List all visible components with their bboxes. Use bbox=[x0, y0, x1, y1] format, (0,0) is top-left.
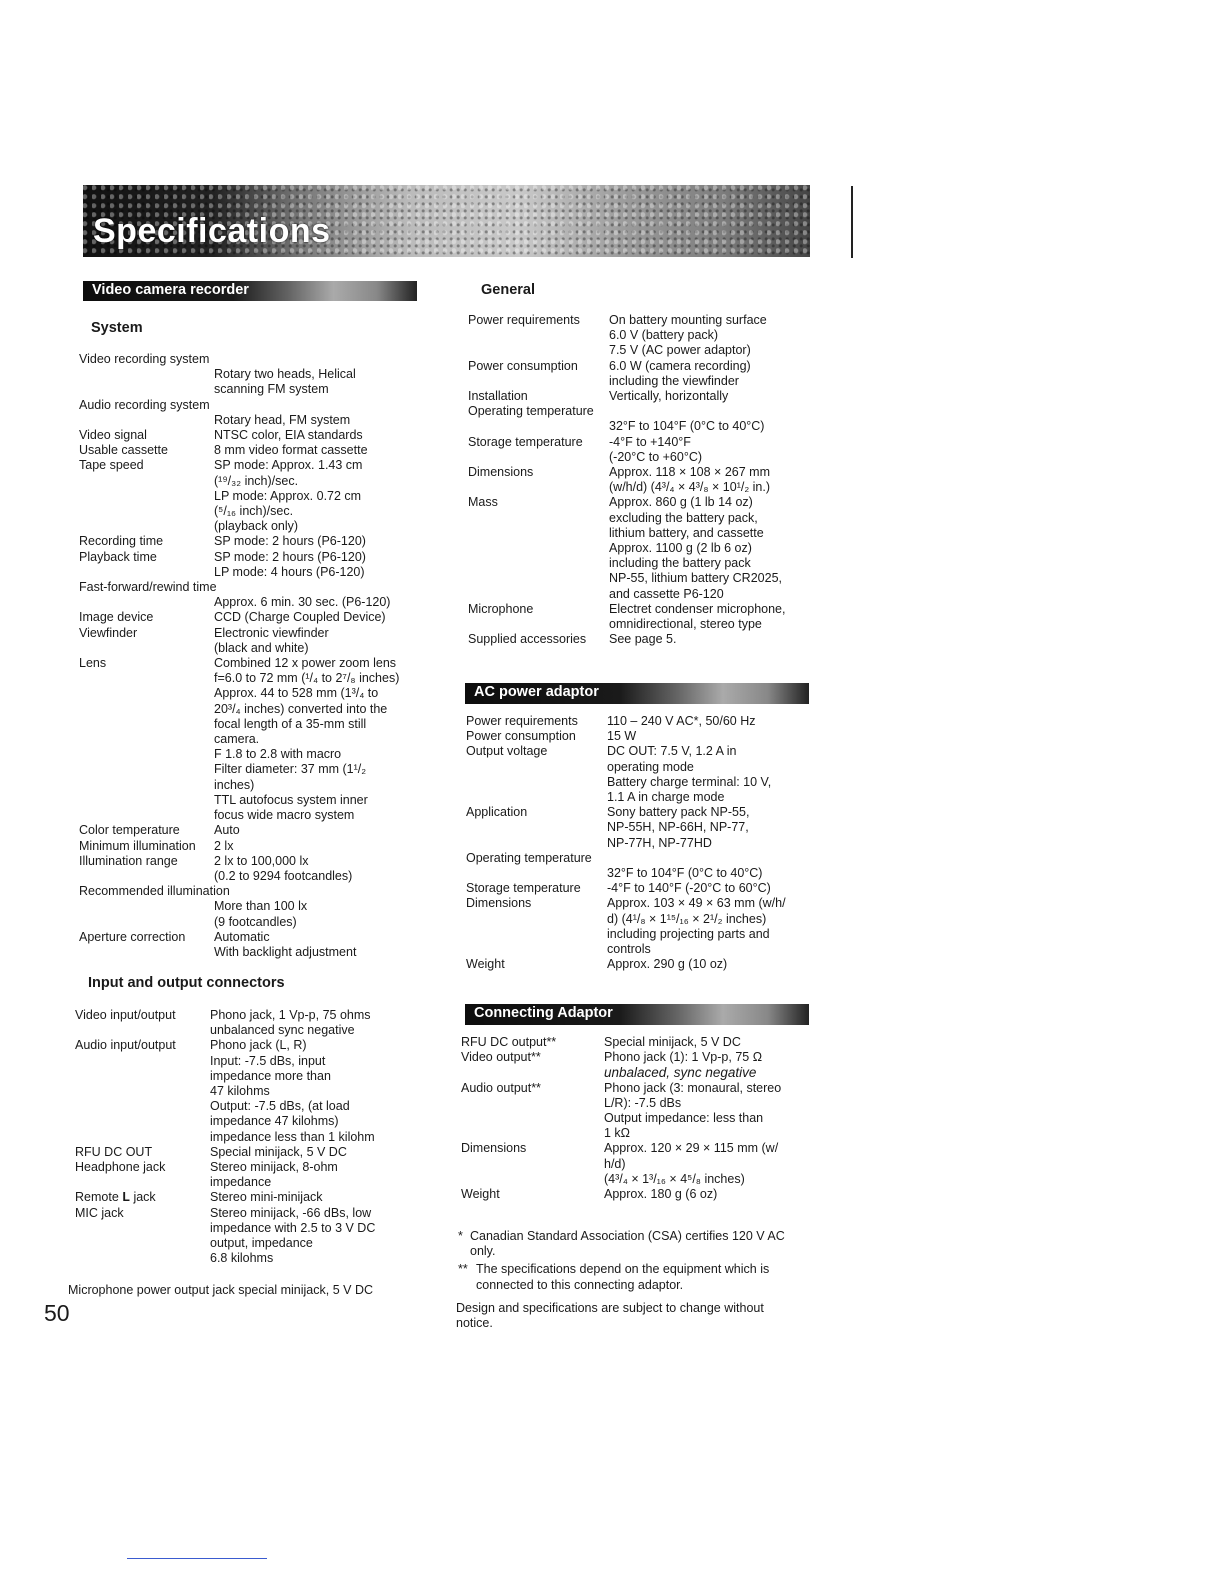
spec-row bbox=[461, 1141, 806, 1187]
spec-value-line: and cassette P6-120 bbox=[609, 586, 724, 601]
spec-value-line: (4³/₄ × 1³/₁₆ × 4⁵/₈ inches) bbox=[604, 1171, 745, 1186]
spec-value-line: impedance with 2.5 to 3 V DC bbox=[210, 1220, 376, 1235]
spec-value-line: Phono jack (3: monaural, stereo bbox=[604, 1080, 782, 1095]
spec-value-line: Approx. 118 × 108 × 267 mm bbox=[609, 465, 770, 480]
spec-value-line: Automatic bbox=[214, 929, 270, 944]
spec-value-line: lithium battery, and cassette bbox=[609, 525, 764, 540]
spec-label: Video recording system bbox=[79, 352, 210, 366]
spec-value-line: CCD (Charge Coupled Device) bbox=[214, 610, 386, 625]
spec-label: Dimensions bbox=[461, 1141, 527, 1156]
spec-label: Recording time bbox=[79, 534, 164, 549]
spec-row bbox=[79, 626, 429, 656]
spec-value-line: Stereo mini-minijack bbox=[210, 1190, 323, 1205]
spec-row bbox=[466, 729, 811, 744]
section-title: Video camera recorder bbox=[92, 282, 249, 298]
spec-value-line: TTL autofocus system inner bbox=[214, 792, 368, 807]
spec-label: Mass bbox=[468, 495, 498, 510]
spec-value-line: h/d) bbox=[604, 1156, 626, 1171]
spec-value-line: Auto bbox=[214, 823, 240, 838]
spec-row bbox=[79, 352, 429, 398]
spec-row bbox=[466, 744, 811, 805]
spec-value-line: Approx. 6 min. 30 sec. (P6-120) bbox=[214, 595, 391, 610]
spec-value-line: 7.5 V (AC power adaptor) bbox=[609, 343, 751, 358]
spec-value-line: -4°F to +140°F bbox=[609, 434, 691, 449]
spec-value-line: 2 lx bbox=[214, 838, 234, 853]
spec-row bbox=[75, 1160, 425, 1190]
spec-value bbox=[79, 656, 429, 823]
spec-value-line: See page 5. bbox=[609, 632, 677, 647]
spec-value-line: SP mode: Approx. 1.43 cm bbox=[214, 458, 363, 473]
vertical-rule bbox=[851, 186, 853, 258]
spec-value-line: 2 lx to 100,000 lx bbox=[214, 853, 309, 868]
spec-value-line: F 1.8 to 2.8 with macro bbox=[214, 747, 342, 762]
footer-rule bbox=[127, 1558, 267, 1559]
spec-value-line: Approx. 180 g (6 oz) bbox=[604, 1187, 718, 1202]
spec-value-line: focal length of a 35-mm still bbox=[214, 716, 367, 731]
spec-label: Power requirements bbox=[468, 313, 580, 327]
spec-value-line: Approx. 103 × 49 × 63 mm (w/h/ bbox=[607, 896, 786, 911]
spec-value-line: Combined 12 x power zoom lens bbox=[214, 656, 397, 671]
general-spec-list bbox=[468, 313, 813, 647]
spec-value-line: Input: -7.5 dBs, input bbox=[210, 1053, 326, 1068]
ac-spec-list bbox=[466, 714, 811, 972]
spec-value bbox=[468, 495, 813, 601]
spec-value-line: controls bbox=[607, 942, 651, 957]
spec-value-line: Stereo minijack, -66 dBs, low bbox=[210, 1205, 372, 1220]
mic-power-line: Microphone power output jack special minijack, 5 V DC bbox=[68, 1283, 373, 1297]
footnotes bbox=[458, 1229, 808, 1296]
spec-value-line: On battery mounting surface bbox=[609, 313, 767, 327]
spec-value-line: Output impedance: less than bbox=[604, 1111, 764, 1126]
spec-label: Operating temperature bbox=[468, 404, 594, 419]
spec-row bbox=[79, 534, 429, 549]
spec-value-line: 47 kilohms bbox=[210, 1084, 270, 1099]
spec-value-line: 32°F to 104°F (0°C to 40°C) bbox=[607, 866, 763, 881]
spec-row bbox=[466, 896, 811, 957]
spec-label: Video signal bbox=[79, 428, 147, 443]
page-title: Specifications bbox=[93, 212, 331, 250]
design-note: Design and specifications are subject to change without notice. bbox=[456, 1301, 764, 1331]
spec-value-line: operating mode bbox=[607, 759, 694, 774]
spec-row bbox=[468, 389, 813, 404]
spec-label: Application bbox=[466, 805, 528, 820]
spec-value-line: excluding the battery pack, bbox=[609, 510, 758, 525]
spec-row bbox=[466, 851, 811, 881]
spec-value-line: DC OUT: 7.5 V, 1.2 A in bbox=[607, 744, 737, 759]
spec-value-line: Electret condenser microphone, bbox=[609, 601, 786, 616]
spec-row bbox=[468, 313, 813, 359]
spec-label: Power consumption bbox=[468, 358, 578, 373]
ac-title: AC power adaptor bbox=[474, 684, 599, 700]
spec-value bbox=[468, 419, 813, 434]
spec-value-line: (w/h/d) (4³/₄ × 4³/₈ × 10¹/₂ in.) bbox=[609, 480, 771, 495]
specifications-banner bbox=[83, 185, 810, 257]
spec-value-line: d) (4¹/₈ × 1¹⁵/₁₆ × 2¹/₂ inches) bbox=[607, 911, 767, 926]
section-connecting-adaptor bbox=[465, 1004, 809, 1025]
spec-row bbox=[466, 957, 811, 972]
spec-value bbox=[466, 957, 811, 972]
spec-value bbox=[79, 595, 429, 610]
spec-label: Audio output** bbox=[461, 1080, 541, 1095]
spec-value-line: inches) bbox=[214, 777, 255, 792]
spec-value-line: 1.1 A in charge mode bbox=[607, 790, 725, 805]
spec-label: Minimum illumination bbox=[79, 838, 196, 853]
spec-label: Video output** bbox=[461, 1050, 541, 1065]
spec-row bbox=[79, 398, 429, 428]
spec-label: Fast-forward/rewind time bbox=[79, 580, 217, 595]
spec-value-line: 1 kΩ bbox=[604, 1126, 631, 1141]
spec-label: Remote 𝐋 jack bbox=[75, 1190, 156, 1205]
spec-row bbox=[466, 881, 811, 896]
spec-value-line: SP mode: 2 hours (P6-120) bbox=[214, 534, 366, 549]
spec-value-line: Phono jack (L, R) bbox=[210, 1038, 307, 1053]
section-ac-power-adaptor bbox=[465, 683, 809, 704]
page-number: 50 bbox=[44, 1300, 70, 1326]
spec-value-line: including the battery pack bbox=[609, 556, 751, 571]
spec-row bbox=[79, 823, 429, 838]
spec-label: Video input/output bbox=[75, 1008, 176, 1022]
spec-value-line: Stereo minijack, 8-ohm bbox=[210, 1160, 338, 1175]
spec-value-line: NP-77H, NP-77HD bbox=[607, 835, 712, 850]
spec-value-line: Battery charge terminal: 10 V, bbox=[607, 774, 772, 789]
spec-label: Dimensions bbox=[468, 465, 534, 480]
spec-row bbox=[461, 1050, 806, 1080]
spec-label: Microphone bbox=[468, 601, 534, 616]
spec-value-line: NP-55H, NP-66H, NP-77, bbox=[607, 820, 749, 835]
spec-label: Headphone jack bbox=[75, 1160, 166, 1175]
spec-label: Weight bbox=[461, 1187, 500, 1202]
spec-value-line: impedance bbox=[210, 1175, 272, 1190]
spec-value bbox=[461, 1187, 806, 1202]
spec-row bbox=[79, 839, 429, 854]
spec-value-line: 15 W bbox=[607, 729, 637, 744]
spec-row bbox=[75, 1008, 425, 1038]
spec-value-line: Approx. 860 g (1 lb 14 oz) bbox=[609, 495, 753, 510]
spec-label: Recommended illumination bbox=[79, 884, 230, 899]
spec-value-line: unbalanced sync negative bbox=[210, 1023, 355, 1038]
spec-value-line: Special minijack, 5 V DC bbox=[604, 1035, 741, 1049]
spec-label: Audio input/output bbox=[75, 1038, 176, 1053]
spec-row bbox=[461, 1187, 806, 1202]
spec-row bbox=[468, 632, 813, 647]
spec-row bbox=[468, 404, 813, 434]
spec-row bbox=[79, 580, 429, 610]
spec-row bbox=[79, 458, 429, 534]
spec-value-line: (⁵/₁₆ inch)/sec. bbox=[214, 504, 294, 519]
spec-row bbox=[79, 550, 429, 580]
spec-value-line: LP mode: 4 hours (P6-120) bbox=[214, 564, 365, 579]
spec-value-line: Electronic viewfinder bbox=[214, 625, 329, 640]
spec-value-line: Filter diameter: 37 mm (1¹/₂ bbox=[214, 762, 367, 777]
spec-value-line: Vertically, horizontally bbox=[609, 389, 729, 404]
spec-value-line: (9 footcandles) bbox=[214, 914, 297, 929]
spec-label: Dimensions bbox=[466, 896, 532, 911]
conn-title: Connecting Adaptor bbox=[474, 1005, 613, 1021]
spec-label: RFU DC output** bbox=[461, 1035, 557, 1049]
spec-label: Operating temperature bbox=[466, 850, 592, 865]
spec-value-line: More than 100 lx bbox=[214, 899, 308, 914]
spec-label: Viewfinder bbox=[79, 625, 138, 640]
spec-row bbox=[79, 610, 429, 625]
spec-label: Output voltage bbox=[466, 744, 548, 759]
spec-label: MIC jack bbox=[75, 1205, 124, 1220]
spec-value-line: f=6.0 to 72 mm (¹/₄ to 2⁷/₈ inches) bbox=[214, 671, 400, 686]
spec-value bbox=[466, 866, 811, 881]
general-heading: General bbox=[481, 282, 535, 298]
spec-row bbox=[79, 656, 429, 823]
spec-value-line: NP-55, lithium battery CR2025, bbox=[609, 571, 782, 586]
spec-row bbox=[468, 435, 813, 465]
footnote-2-mark: ** bbox=[458, 1262, 468, 1277]
spec-value bbox=[75, 1206, 425, 1267]
spec-value-line: NTSC color, EIA standards bbox=[214, 428, 363, 443]
spec-value-line: omnidirectional, stereo type bbox=[609, 617, 762, 632]
spec-value-line: (-20°C to +60°C) bbox=[609, 449, 703, 464]
spec-value-line: Approx. 1100 g (2 lb 6 oz) bbox=[609, 541, 752, 556]
spec-value bbox=[75, 1038, 425, 1144]
io-heading: Input and output connectors bbox=[88, 975, 285, 991]
spec-label: Aperture correction bbox=[79, 929, 186, 944]
spec-value-line: (black and white) bbox=[214, 640, 309, 655]
spec-value-line: LP mode: Approx. 0.72 cm bbox=[214, 488, 362, 503]
spec-row bbox=[75, 1145, 425, 1160]
spec-label: Image device bbox=[79, 610, 154, 625]
spec-value bbox=[79, 413, 429, 428]
section-video-camera-recorder bbox=[83, 281, 417, 301]
spec-value-line: impedance 47 kilohms) bbox=[210, 1114, 339, 1129]
footnote-2 bbox=[458, 1262, 808, 1292]
spec-label: Power requirements bbox=[466, 714, 578, 728]
mic-power-row bbox=[68, 1283, 428, 1298]
spec-row bbox=[468, 465, 813, 495]
spec-label: Supplied accessories bbox=[468, 632, 587, 647]
spec-value-line: Sony battery pack NP-55, bbox=[607, 805, 750, 820]
spec-row bbox=[79, 443, 429, 458]
spec-value-line: 110 – 240 V AC*, 50/60 Hz bbox=[607, 714, 756, 728]
spec-label: Usable cassette bbox=[79, 443, 168, 458]
spec-value-line: 32°F to 104°F (0°C to 40°C) bbox=[609, 419, 765, 434]
spec-row bbox=[79, 930, 429, 960]
spec-label: Illumination range bbox=[79, 853, 178, 868]
spec-label: Storage temperature bbox=[466, 881, 581, 896]
system-spec-list bbox=[79, 352, 429, 960]
spec-value-line: scanning FM system bbox=[214, 382, 329, 397]
spec-label: Power consumption bbox=[466, 729, 576, 744]
spec-label: Storage temperature bbox=[468, 434, 583, 449]
spec-value-line: (playback only) bbox=[214, 519, 299, 534]
spec-label: Lens bbox=[79, 656, 107, 671]
spec-value-line: including the viewfinder bbox=[609, 373, 739, 388]
spec-label: Playback time bbox=[79, 549, 157, 564]
spec-value-line: SP mode: 2 hours (P6-120) bbox=[214, 549, 366, 564]
spec-value-line: 8 mm video format cassette bbox=[214, 443, 368, 458]
spec-label: Color temperature bbox=[79, 823, 180, 838]
spec-value-line: Approx. 290 g (10 oz) bbox=[607, 957, 728, 972]
spec-value-line: (¹⁹/₃₂ inch)/sec. bbox=[214, 473, 299, 488]
spec-row bbox=[79, 428, 429, 443]
spec-label: Tape speed bbox=[79, 458, 144, 473]
spec-value-line: focus wide macro system bbox=[214, 808, 355, 823]
spec-value-line: output, impedance bbox=[210, 1236, 313, 1251]
spec-row bbox=[75, 1038, 425, 1144]
spec-value-line: Special minijack, 5 V DC bbox=[210, 1144, 347, 1159]
spec-value-line: unbalaced, sync negative bbox=[604, 1065, 757, 1081]
spec-row bbox=[466, 714, 811, 729]
spec-value-line: 6.0 W (camera recording) bbox=[609, 358, 751, 373]
spec-label: Installation bbox=[468, 389, 528, 404]
spec-value-line: 6.0 V (battery pack) bbox=[609, 328, 719, 343]
spec-row bbox=[468, 359, 813, 389]
spec-row bbox=[75, 1206, 425, 1267]
spec-value-line: With backlight adjustment bbox=[214, 944, 357, 959]
io-spec-list bbox=[75, 1008, 425, 1266]
spec-value-line: Approx. 44 to 528 mm (1³/₄ to bbox=[214, 686, 379, 701]
spec-row bbox=[75, 1190, 425, 1205]
spec-value-line: Rotary head, FM system bbox=[214, 412, 351, 427]
footnote-1-text: Canadian Standard Association (CSA) certifies 120 V AC only. bbox=[470, 1229, 785, 1259]
spec-row bbox=[79, 884, 429, 930]
system-heading: System bbox=[91, 320, 143, 336]
spec-value-line: Output: -7.5 dBs, (at load bbox=[210, 1099, 350, 1114]
spec-value bbox=[79, 899, 429, 929]
spec-value-line: -4°F to 140°F (-20°C to 60°C) bbox=[607, 881, 771, 896]
spec-row bbox=[461, 1035, 806, 1050]
spec-value bbox=[79, 367, 429, 397]
spec-row bbox=[466, 805, 811, 851]
spec-value-line: L/R): -7.5 dBs bbox=[604, 1095, 682, 1110]
spec-value-line: Phono jack (1): 1 Vp-p, 75 Ω bbox=[604, 1050, 763, 1065]
spec-value-line: Approx. 120 × 29 × 115 mm (w/ bbox=[604, 1141, 779, 1156]
spec-row bbox=[468, 495, 813, 601]
spec-row bbox=[461, 1081, 806, 1142]
spec-row bbox=[468, 602, 813, 632]
spec-label: Audio recording system bbox=[79, 397, 210, 412]
conn-spec-list bbox=[461, 1035, 806, 1202]
spec-value-line: (0.2 to 9294 footcandles) bbox=[214, 868, 353, 883]
spec-value-line: impedance more than bbox=[210, 1068, 331, 1083]
spec-label: Weight bbox=[466, 957, 505, 972]
spec-value-line: including projecting parts and bbox=[607, 926, 770, 941]
spec-row bbox=[79, 854, 429, 884]
spec-value-line: Rotary two heads, Helical bbox=[214, 367, 356, 382]
footnote-1-mark: * bbox=[458, 1229, 463, 1243]
spec-value-line: impedance less than 1 kilohm bbox=[210, 1129, 375, 1144]
spec-value-line: 20³/₄ inches) converted into the bbox=[214, 701, 388, 716]
footnote-2-text: The specifications depend on the equipment which is connected to this connecting adaptor. bbox=[476, 1262, 770, 1292]
spec-label: RFU DC OUT bbox=[75, 1144, 153, 1159]
spec-value-line: camera. bbox=[214, 732, 260, 747]
spec-value-line: Phono jack, 1 Vp-p, 75 ohms bbox=[210, 1008, 371, 1022]
spec-value-line: 6.8 kilohms bbox=[210, 1251, 274, 1266]
footnote-1 bbox=[458, 1229, 808, 1259]
